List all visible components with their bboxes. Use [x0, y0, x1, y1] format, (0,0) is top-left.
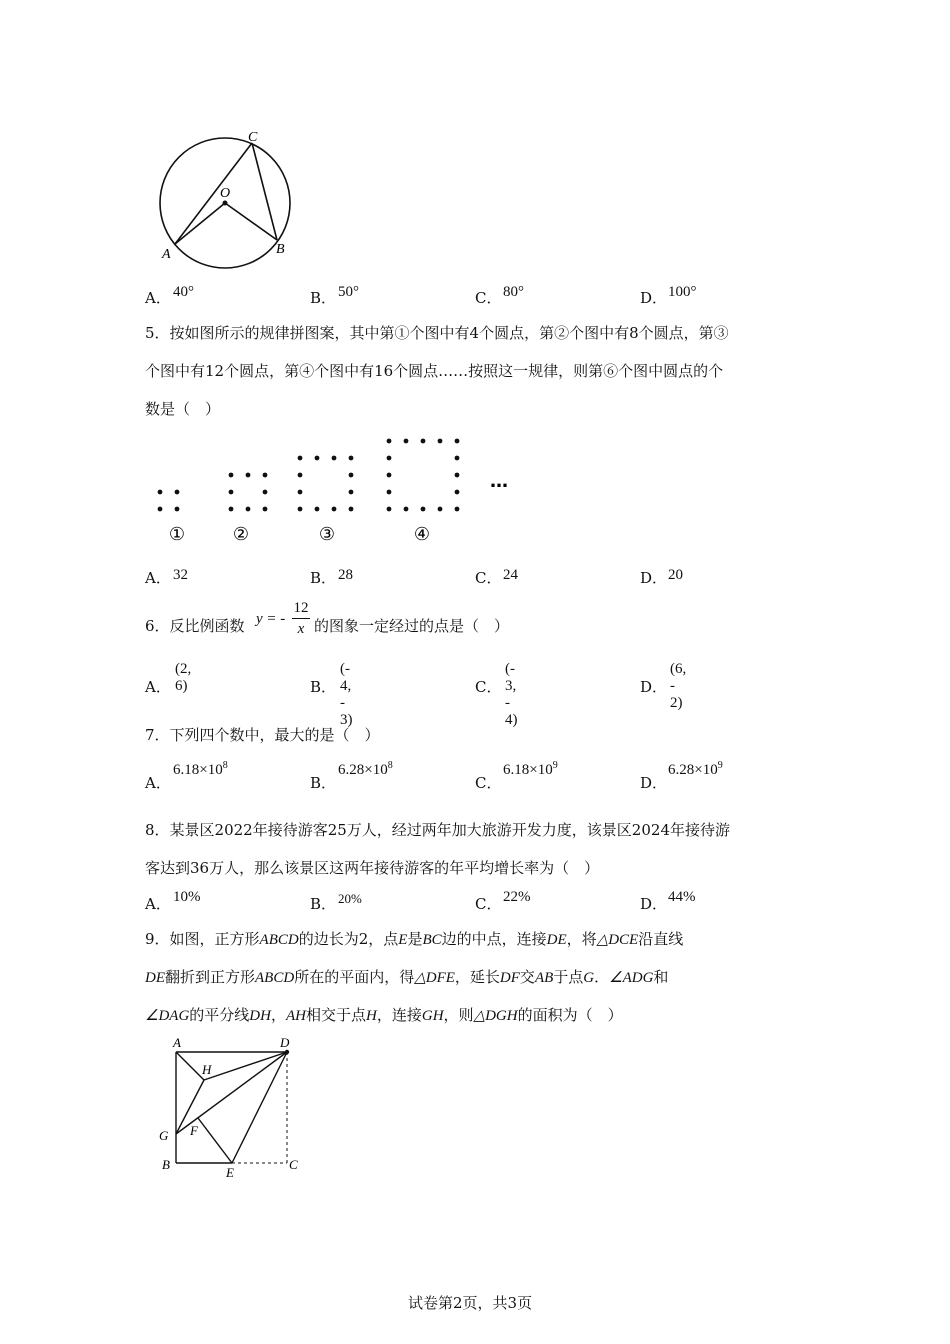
- text-segment: 于点: [553, 968, 584, 986]
- text-segment: 所在的平面内，得: [294, 968, 415, 986]
- option-label: A．: [145, 774, 171, 792]
- point-d: [285, 1050, 289, 1054]
- option-value: 20%: [338, 891, 362, 906]
- option-value: (- 4, - 3): [340, 661, 353, 728]
- q9-line-3: [145, 1004, 623, 1025]
- segment-de: [232, 1052, 287, 1163]
- math-e: E: [398, 932, 408, 948]
- label-a: A: [173, 1035, 181, 1050]
- option-value: 40°: [173, 284, 194, 300]
- pattern-4-dot: [421, 439, 426, 444]
- q5-dot-pattern-figure: [150, 430, 520, 550]
- pattern-1-dot: [175, 490, 180, 495]
- option-value: 50°: [338, 284, 359, 300]
- option-label: A．: [145, 895, 171, 913]
- pattern-3-dot: [298, 473, 303, 478]
- option-value: (2, 6): [175, 661, 192, 694]
- pattern-4-dot: [387, 507, 392, 512]
- text-segment: ．: [594, 968, 610, 986]
- text-segment: 是: [407, 930, 423, 948]
- q6-prefix: 6．反比例函数: [145, 617, 245, 635]
- text-segment: 翻折到正方形: [165, 968, 256, 986]
- option-label: D．: [640, 895, 668, 913]
- label-b: B: [276, 242, 285, 257]
- math-triangle-dce: △DCE: [596, 932, 639, 948]
- pattern-3-dot: [349, 456, 354, 461]
- pattern-2-dot: [229, 490, 234, 495]
- option-label: B．: [310, 289, 337, 307]
- option-value: 80°: [503, 284, 524, 300]
- page-footer: 试卷第2页，共3页: [408, 1294, 533, 1312]
- pattern-3-dot: [298, 456, 303, 461]
- pattern-2-dot: [246, 473, 251, 478]
- q6-function-lhs: y = -: [256, 611, 286, 627]
- math-de: DE: [546, 932, 567, 948]
- pattern-1-dot: [158, 507, 163, 512]
- option-label: D．: [640, 569, 668, 587]
- option-label: D．: [640, 774, 668, 792]
- math-ah: AH: [285, 1008, 306, 1024]
- text-segment: 边的中点，连接: [441, 930, 547, 948]
- text-segment: ，: [270, 1006, 286, 1024]
- pattern-4-dot: [404, 439, 409, 444]
- option-label: C．: [475, 289, 502, 307]
- pattern-2-dot: [229, 507, 234, 512]
- pattern-3-dot: [349, 473, 354, 478]
- option-value: (- 3, - 4): [505, 661, 518, 728]
- pattern-4-dot: [421, 507, 426, 512]
- option-value: 20: [668, 567, 683, 583]
- pattern-4-dot: [438, 439, 443, 444]
- q5-line-2: 个图中有12个圆点，第④个图中有16个圆点……按照这一规律，则第⑥个图中圆点的个: [145, 362, 724, 380]
- label-g: G: [159, 1128, 169, 1143]
- exponent: 9: [717, 760, 723, 771]
- option-value: 44%: [668, 889, 696, 905]
- q9-line-2: [145, 966, 668, 987]
- pattern-1-dot: [158, 490, 163, 495]
- pattern-2-dot: [263, 490, 268, 495]
- text-segment: 交: [519, 968, 535, 986]
- pattern-4-dot: [438, 507, 443, 512]
- math-df: DF: [499, 970, 520, 986]
- pattern-4-dot: [387, 456, 392, 461]
- option-value: 24: [503, 567, 518, 583]
- math-h: H: [366, 1008, 377, 1024]
- segment-fe: [198, 1118, 232, 1163]
- pattern-4-dot: [455, 507, 460, 512]
- option-label: A．: [145, 569, 171, 587]
- math-ab: AB: [534, 970, 554, 986]
- text-segment: 沿直线: [638, 930, 684, 948]
- segment-dg: [176, 1052, 287, 1134]
- option-value: [668, 760, 723, 779]
- mantissa: 6.28×10: [338, 762, 388, 778]
- math-gh: GH: [421, 1008, 444, 1024]
- mantissa: 6.28×10: [668, 762, 718, 778]
- label-a: A: [162, 247, 171, 262]
- label-o: O: [220, 186, 231, 201]
- fraction-numerator: 12: [293, 600, 309, 616]
- label-d: D: [280, 1035, 290, 1050]
- mantissa: 6.18×10: [173, 762, 223, 778]
- math-dh: DH: [249, 1008, 271, 1024]
- text-segment: ，连接: [376, 1006, 422, 1024]
- pattern-3-dot: [298, 507, 303, 512]
- option-label: C．: [475, 774, 502, 792]
- option-value: [338, 760, 393, 779]
- math-triangle-dgh: △DGH: [473, 1008, 518, 1024]
- option-label: B．: [310, 678, 337, 696]
- option-value: 32: [173, 567, 188, 583]
- pattern-4-dot: [404, 507, 409, 512]
- option-value: [173, 760, 228, 779]
- pattern-1-label: ①: [168, 524, 186, 545]
- q9-line-1: [145, 928, 683, 949]
- q4-circle-figure: [150, 122, 310, 272]
- q6-fraction: [290, 599, 312, 638]
- pattern-4-dot: [455, 456, 460, 461]
- option-value: [503, 760, 558, 779]
- exponent: 8: [222, 760, 228, 771]
- math-abcd: ABCD: [259, 932, 299, 948]
- pattern-3-dot: [349, 490, 354, 495]
- option-label: D．: [640, 289, 668, 307]
- math-bc: BC: [422, 932, 442, 948]
- label-h: H: [202, 1062, 212, 1077]
- pattern-2-dot: [263, 473, 268, 478]
- pattern-4-dot: [455, 473, 460, 478]
- pattern-2-dot: [229, 473, 234, 478]
- text-segment: 的平分线: [189, 1006, 250, 1024]
- q7-text: 7．下列四个数中，最大的是（ ）: [145, 726, 380, 744]
- pattern-3-dot: [298, 490, 303, 495]
- option-label: A．: [145, 678, 171, 696]
- segment-ac: [175, 143, 252, 244]
- text-segment: ，延长: [454, 968, 500, 986]
- pattern-3-dot: [315, 456, 320, 461]
- fraction-bar: [292, 618, 310, 619]
- pattern-2-dot: [246, 507, 251, 512]
- fraction-denominator: x: [297, 621, 305, 637]
- q6-suffix: 的图象一定经过的点是（ ）: [314, 617, 510, 635]
- exponent: 8: [387, 760, 393, 771]
- option-label: B．: [310, 774, 337, 792]
- mantissa: 6.18×10: [503, 762, 553, 778]
- q8-line-1: 8．某景区2022年接待游客25万人，经过两年加大旅游开发力度，该景区2024年接待游: [145, 821, 730, 839]
- math-angle-dag: ∠DAG: [145, 1008, 190, 1024]
- text-segment: 9．如图，正方形: [145, 930, 260, 948]
- q9-square-figure: [150, 1030, 320, 1185]
- text-segment: ，则: [443, 1006, 474, 1024]
- q5-line-1: 5．按如图所示的规律拼图案，其中第①个图中有4个圆点，第②个图中有8个圆点，第③: [145, 324, 729, 342]
- pattern-4-dot: [387, 473, 392, 478]
- text-segment: ，将: [566, 930, 597, 948]
- text-segment: 的边长为2，点: [298, 930, 399, 948]
- label-b: B: [162, 1157, 170, 1172]
- pattern-2-label: ②: [232, 524, 250, 545]
- q8-line-2: 客达到36万人，那么该景区这两年接待游客的年平均增长率为（ ）: [145, 859, 600, 877]
- option-label: B．: [310, 569, 337, 587]
- label-f: F: [190, 1123, 198, 1138]
- math-g: G: [583, 970, 595, 986]
- option-label: C．: [475, 678, 502, 696]
- option-label: C．: [475, 569, 502, 587]
- pattern-4-dot: [455, 439, 460, 444]
- pattern-4-dot: [387, 490, 392, 495]
- option-label: B．: [310, 895, 337, 913]
- pattern-3-dot: [315, 507, 320, 512]
- label-e: E: [226, 1165, 234, 1180]
- pattern-3-dot: [349, 507, 354, 512]
- pattern-3-dot: [332, 507, 337, 512]
- pattern-4-dot: [455, 490, 460, 495]
- option-value: 22%: [503, 889, 531, 905]
- option-value: (6, - 2): [670, 661, 687, 711]
- pattern-4-label: ④: [413, 524, 431, 545]
- segment-ah: [176, 1052, 204, 1080]
- option-label: A．: [145, 289, 171, 307]
- q5-line-3: 数是（ ）: [145, 400, 221, 418]
- option-value: 100°: [668, 284, 697, 300]
- math-angle-adg: ∠ADG: [609, 970, 654, 986]
- math-triangle-dfe: △DFE: [414, 970, 455, 986]
- pattern-3-dot: [332, 456, 337, 461]
- pattern-2-dot: [263, 507, 268, 512]
- option-label: D．: [640, 678, 668, 696]
- label-c: C: [289, 1157, 298, 1172]
- label-c: C: [248, 130, 258, 145]
- pattern-3-label: ③: [318, 524, 336, 545]
- pattern-1-dot: [175, 507, 180, 512]
- text-segment: 相交于点: [305, 1006, 366, 1024]
- option-label: C．: [475, 895, 502, 913]
- text-segment: 的面积为（ ）: [517, 1006, 623, 1024]
- exponent: 9: [552, 760, 558, 771]
- pattern-4-dot: [387, 439, 392, 444]
- center-point: [223, 201, 228, 206]
- segment-oa: [175, 203, 225, 244]
- math-de: DE: [145, 970, 165, 986]
- text-segment: 和: [653, 968, 669, 986]
- option-value: 10%: [173, 889, 201, 905]
- pattern-ellipsis: …: [490, 471, 508, 492]
- option-value: 28: [338, 567, 353, 583]
- math-abcd: ABCD: [255, 970, 295, 986]
